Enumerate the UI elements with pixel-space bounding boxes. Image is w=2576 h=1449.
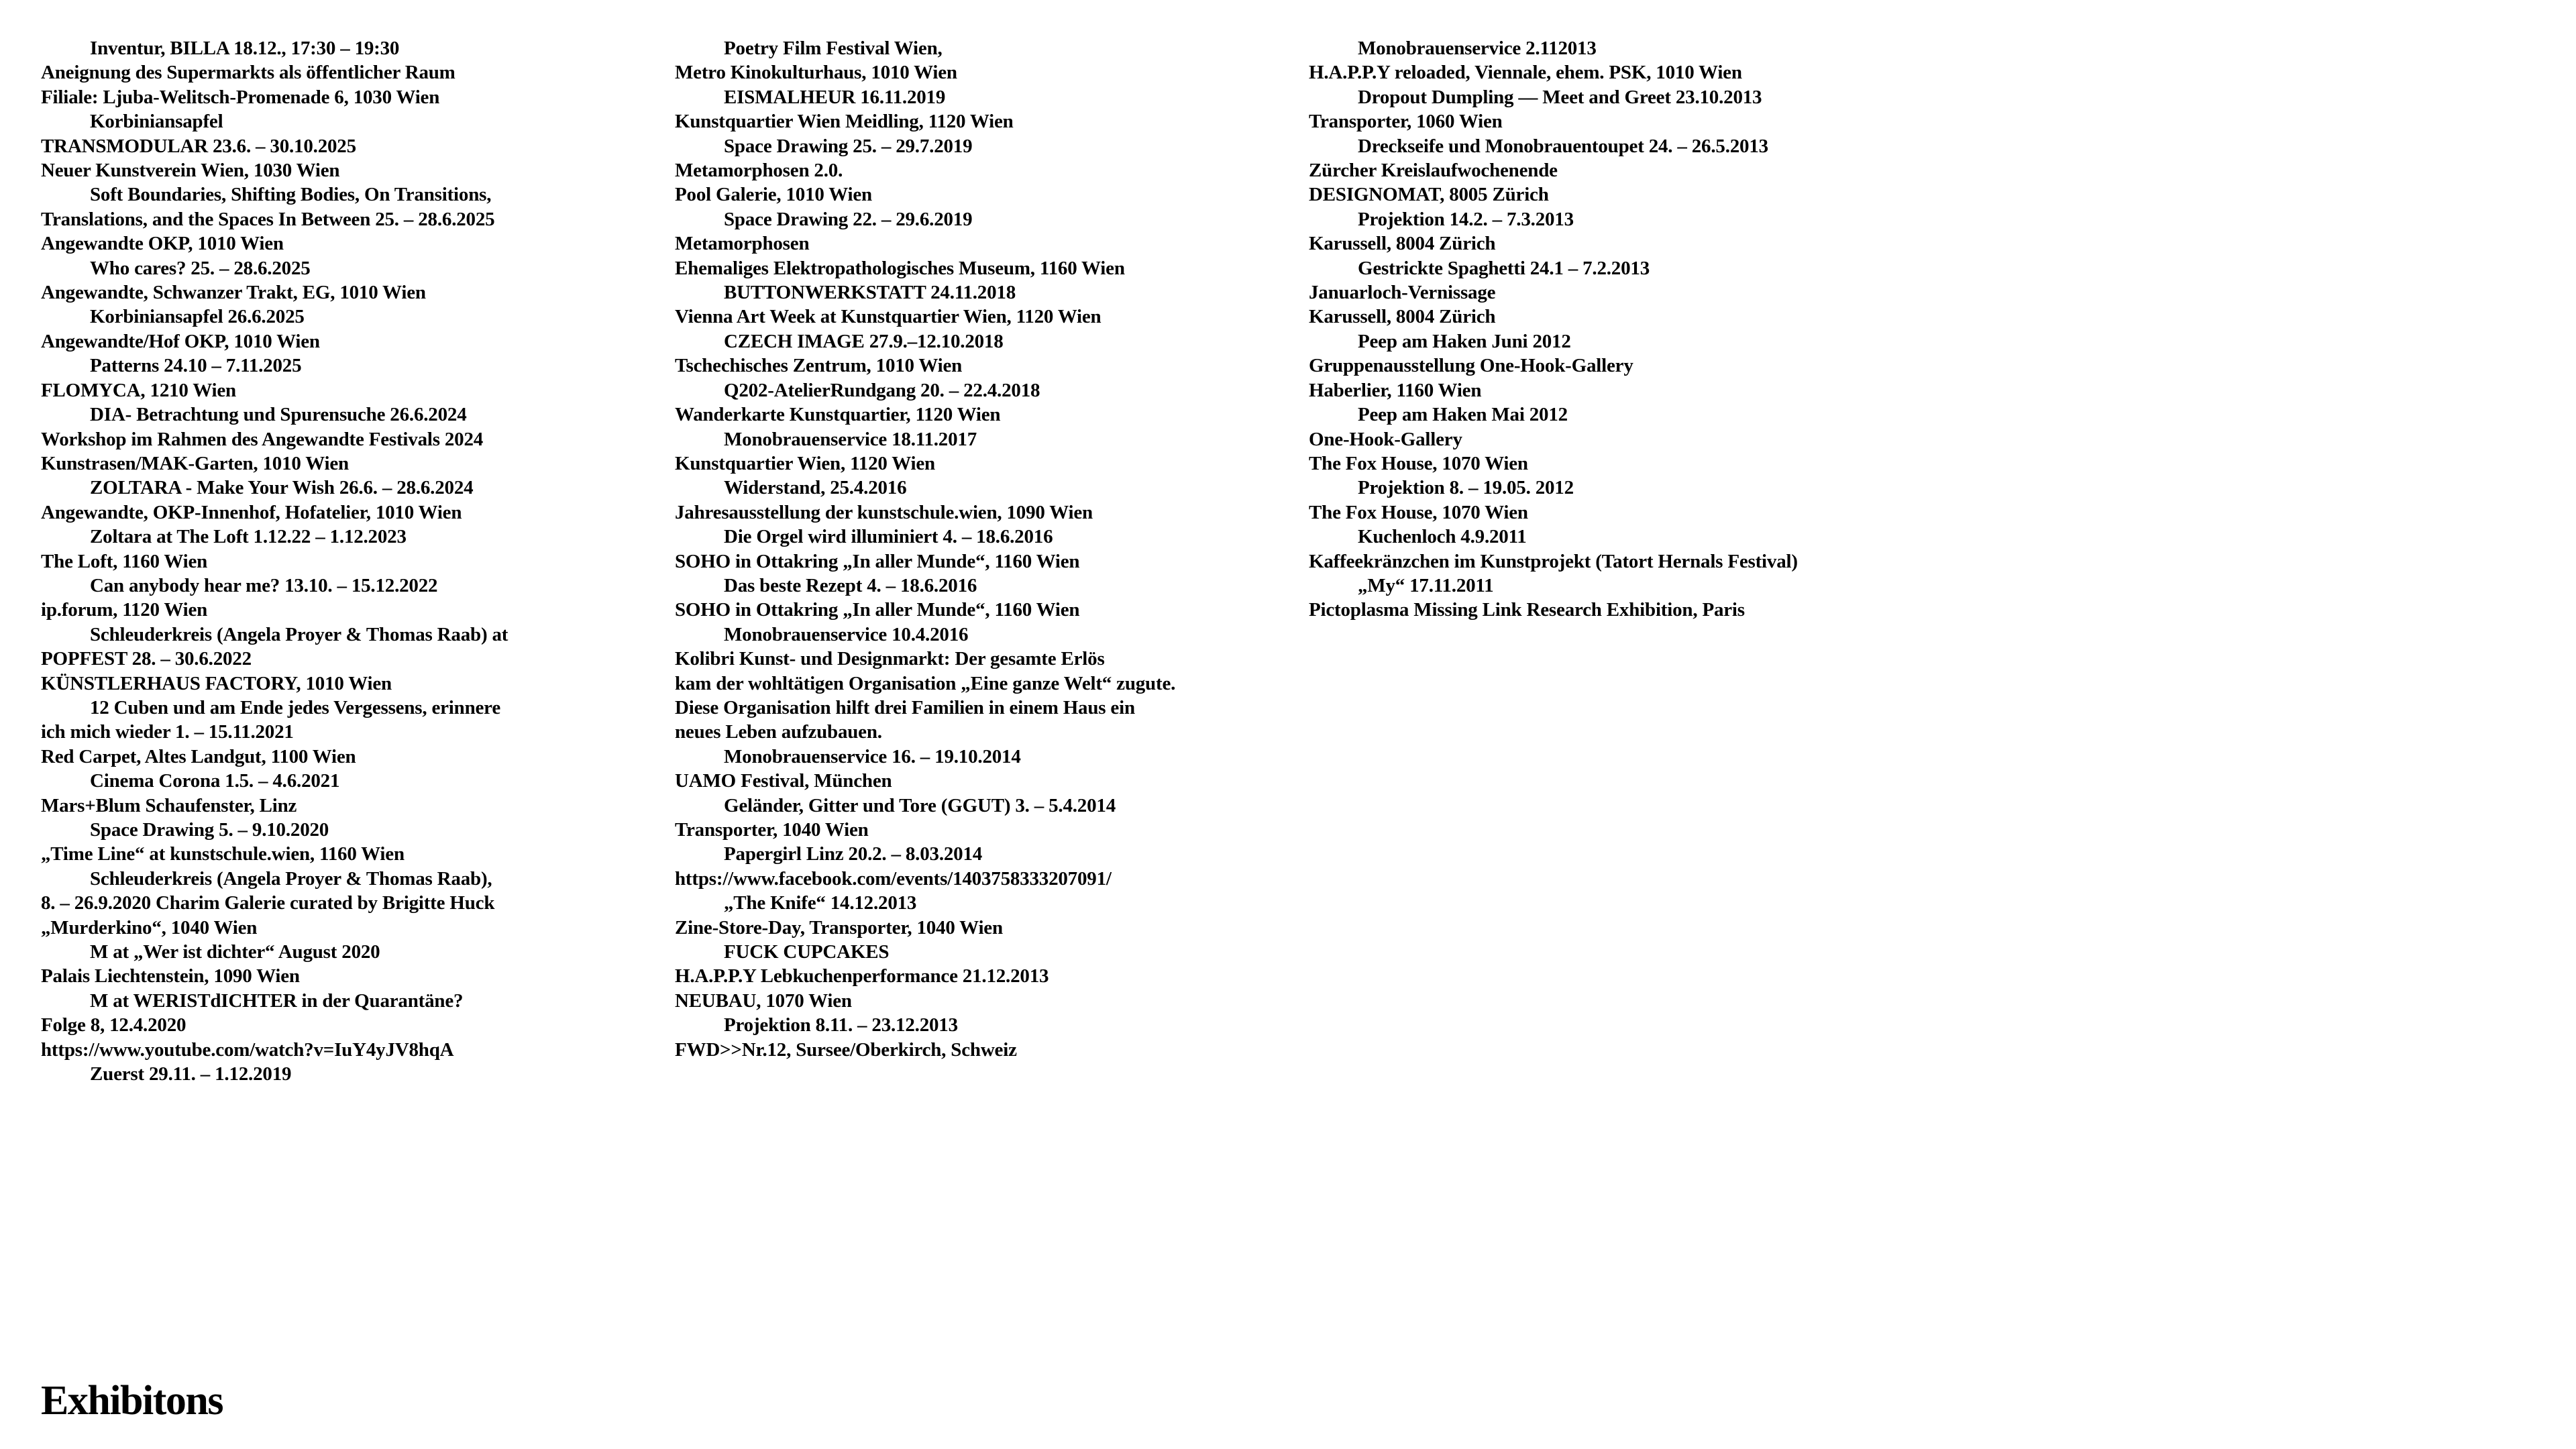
exhibition-title: Schleuderkreis (Angela Proyer & Thomas Raab) at [90,623,508,645]
exhibition-entry [1309,134,1943,207]
exhibitions-column-1 [41,36,675,1086]
exhibition-title: Inventur, BILLA 18.12., 17:30 – 19:30 [90,38,400,59]
exhibition-detail: Wanderkarte Kunstquartier, 1120 Wien [675,404,1001,426]
exhibition-entry [41,867,675,940]
exhibition-entry [675,1013,1309,1062]
exhibition-entry [41,402,675,476]
exhibition-title: Korbiniansapfel 26.6.2025 [90,306,305,328]
exhibition-entry [675,378,1309,427]
exhibition-detail: Transporter, 1060 Wien [1309,111,1503,133]
exhibition-detail: Filiale: Ljuba-Welitsch-Promenade 6, 1030 Wien [41,86,440,108]
exhibition-detail: H.A.P.P.Y reloaded, Viennale, ehem. PSK, 1010 Wien [1309,62,1742,84]
exhibition-entry [41,696,675,769]
exhibition-detail: Kaffeekränzchen im Kunstprojekt (Tatort Hernals Festival) [1309,550,1798,572]
exhibition-entry [41,182,675,256]
exhibition-detail: Vienna Art Week at Kunstquartier Wien, 1120 Wien [675,306,1102,328]
exhibition-entry [1309,525,1943,574]
exhibition-title: Die Orgel wird illuminiert 4. – 18.6.2016 [724,526,1053,548]
exhibition-entry [1309,256,1943,329]
exhibition-title: 12 Cuben und am Ende jedes Vergessens, erinnere [90,696,501,718]
exhibition-detail: TRANSMODULAR 23.6. – 30.10.2025 [41,135,356,157]
exhibition-entry [675,427,1309,476]
exhibition-detail: DESIGNOMAT, 8005 Zürich [1309,184,1549,206]
exhibition-detail: Metro Kinokulturhaus, 1010 Wien [675,62,957,84]
exhibition-title: Space Drawing 25. – 29.7.2019 [724,135,973,157]
exhibition-detail: Kolibri Kunst- und Designmarkt: Der gesamte Erlös [675,648,1105,670]
exhibition-detail: Aneignung des Supermarkts als öffentlicher Raum [41,62,455,84]
exhibition-entry [675,329,1309,378]
exhibition-detail: Pool Galerie, 1010 Wien [675,184,872,206]
exhibition-detail: kam der wohltätigen Organisation „Eine ganze Welt“ zugute. [675,672,1176,694]
exhibition-title: „My“ 17.11.2011 [1358,574,1494,596]
exhibition-detail: https://www.youtube.com/watch?v=IuY4yJV8hqA [41,1038,454,1061]
exhibition-title: Cinema Corona 1.5. – 4.6.2021 [90,770,340,792]
exhibition-title: Monobrauenservice 16. – 19.10.2014 [724,745,1021,767]
exhibition-detail: ich mich wieder 1. – 15.11.2021 [41,721,294,743]
exhibition-detail: Metamorphosen [675,233,810,255]
exhibition-detail: The Loft, 1160 Wien [41,550,208,572]
exhibition-entry [41,769,675,818]
exhibition-entry [675,134,1309,207]
exhibition-entry [41,989,675,1062]
exhibition-detail: 8. – 26.9.2020 Charim Galerie curated by Brigitte Huck [41,892,495,914]
exhibition-detail: The Fox House, 1070 Wien [1309,452,1528,474]
exhibition-title: Dropout Dumpling — Meet and Greet 23.10.2013 [1358,86,1762,108]
exhibition-detail: FWD>>Nr.12, Sursee/Oberkirch, Schweiz [675,1038,1017,1061]
exhibition-detail: Translations, and the Spaces In Between 25. – 28.6.2025 [41,208,495,230]
exhibition-detail: Ehemaliges Elektropathologisches Museum, 1160 Wien [675,257,1125,279]
exhibition-detail: neues Leben aufzubauen. [675,721,882,743]
exhibition-entry [675,36,1309,85]
exhibition-title: Gestrickte Spaghetti 24.1 – 7.2.2013 [1358,257,1650,279]
exhibition-entry [675,891,1309,940]
exhibition-detail: KÜNSTLERHAUS FACTORY, 1010 Wien [41,672,392,694]
exhibition-entry [675,623,1309,745]
exhibition-title: Space Drawing 5. – 9.10.2020 [90,819,329,841]
exhibition-entry [675,207,1309,280]
exhibition-entry [41,109,675,182]
exhibition-title: Korbiniansapfel [90,111,223,133]
exhibition-title: M at WERISTdICHTER in der Quarantäne? [90,989,464,1012]
exhibition-detail: Gruppenausstellung One-Hook-Gallery [1309,355,1633,377]
exhibition-detail: Kunstrasen/MAK-Garten, 1010 Wien [41,452,349,474]
exhibition-detail: Tschechisches Zentrum, 1010 Wien [675,355,963,377]
exhibition-detail: One-Hook-Gallery [1309,428,1462,450]
exhibition-detail: Metamorphosen 2.0. [675,160,843,182]
exhibition-title: Zuerst 29.11. – 1.12.2019 [90,1063,292,1085]
exhibition-entry [675,940,1309,1013]
exhibition-detail: FLOMYCA, 1210 Wien [41,379,236,401]
exhibition-detail: Angewandte, OKP-Innenhof, Hofatelier, 1010 Wien [41,501,462,523]
exhibition-detail: Angewandte OKP, 1010 Wien [41,233,284,255]
exhibition-detail: Pictoplasma Missing Link Research Exhibition, Paris [1309,599,1745,621]
exhibition-title: Soft Boundaries, Shifting Bodies, On Transitions, [90,184,492,206]
exhibition-detail: POPFEST 28. – 30.6.2022 [41,648,252,670]
exhibition-detail: „Murderkino“, 1040 Wien [41,916,258,938]
exhibition-detail: Neuer Kunstverein Wien, 1030 Wien [41,160,340,182]
exhibition-detail: „Time Line“ at kunstschule.wien, 1160 Wien [41,843,405,865]
exhibition-title: ZOLTARA - Make Your Wish 26.6. – 28.6.2024 [90,477,474,499]
exhibition-detail: Januarloch-Vernissage [1309,282,1496,304]
exhibitions-list [41,36,2536,1086]
exhibition-entry [675,745,1309,794]
exhibition-entry [1309,85,1943,134]
exhibition-detail: Workshop im Rahmen des Angewandte Festivals 2024 [41,428,484,450]
exhibition-detail: https://www.facebook.com/events/1403758333207091/ [675,867,1112,890]
exhibition-entry [41,574,675,623]
exhibition-entry [1309,36,1943,85]
exhibition-detail: Haberlier, 1160 Wien [1309,379,1482,401]
exhibition-entry [675,280,1309,329]
exhibition-entry [675,574,1309,623]
exhibition-detail: Kunstquartier Wien Meidling, 1120 Wien [675,111,1014,133]
exhibition-detail: Folge 8, 12.4.2020 [41,1014,186,1036]
exhibition-detail: Mars+Blum Schaufenster, Linz [41,794,297,816]
exhibition-entry [675,842,1309,891]
exhibition-title: Space Drawing 22. – 29.6.2019 [724,208,973,230]
exhibition-entry [1309,329,1943,402]
exhibition-detail: Kunstquartier Wien, 1120 Wien [675,452,935,474]
exhibition-detail: Zine-Store-Day, Transporter, 1040 Wien [675,916,1003,938]
exhibition-title: EISMALHEUR 16.11.2019 [724,86,946,108]
exhibition-title: „The Knife“ 14.12.2013 [724,892,917,914]
exhibition-detail: Red Carpet, Altes Landgut, 1100 Wien [41,745,356,767]
exhibition-entry [675,476,1309,525]
exhibition-entry [41,940,675,989]
exhibition-entry [41,305,675,354]
exhibition-title: FUCK CUPCAKES [724,941,890,963]
exhibition-title: Patterns 24.10 – 7.11.2025 [90,355,302,377]
exhibition-detail: Jahresausstellung der kunstschule.wien, 1090 Wien [675,501,1093,523]
exhibition-title: Schleuderkreis (Angela Proyer & Thomas Raab), [90,867,492,890]
exhibition-detail: Zürcher Kreislaufwochenende [1309,160,1558,182]
exhibition-entry [41,476,675,525]
exhibition-title: DIA- Betrachtung und Spurensuche 26.6.2024 [90,404,467,426]
exhibition-title: Geländer, Gitter und Tore (GGUT) 3. – 5.4.2014 [724,794,1116,816]
exhibition-entry [41,1062,675,1086]
exhibition-detail: SOHO in Ottakring „In aller Munde“, 1160 Wien [675,599,1080,621]
exhibition-detail: Palais Liechtenstein, 1090 Wien [41,965,300,987]
exhibition-detail: Transporter, 1040 Wien [675,819,869,841]
page-title: Exhibitons [41,1378,223,1424]
exhibition-entry [1309,402,1943,476]
exhibitions-column-3 [1309,36,1943,1086]
exhibition-title: Widerstand, 25.4.2016 [724,477,907,499]
exhibition-detail: NEUBAU, 1070 Wien [675,989,852,1012]
exhibition-entry [1309,207,1943,256]
exhibition-detail: Angewandte, Schwanzer Trakt, EG, 1010 Wien [41,282,426,304]
exhibition-detail: UAMO Festival, München [675,770,892,792]
exhibition-title: Projektion 8.11. – 23.12.2013 [724,1014,958,1036]
exhibition-title: Projektion 14.2. – 7.3.2013 [1358,208,1574,230]
exhibition-title: Zoltara at The Loft 1.12.22 – 1.12.2023 [90,526,407,548]
exhibition-detail: Angewandte/Hof OKP, 1010 Wien [41,330,320,352]
exhibition-detail: H.A.P.P.Y Lebkuchenperformance 21.12.2013 [675,965,1049,987]
exhibition-detail: Diese Organisation hilft drei Familien in einem Haus ein [675,696,1135,718]
exhibition-entry [41,623,675,696]
exhibition-title: CZECH IMAGE 27.9.–12.10.2018 [724,330,1004,352]
exhibition-title: Peep am Haken Mai 2012 [1358,404,1568,426]
exhibition-entry [675,85,1309,134]
exhibition-title: Papergirl Linz 20.2. – 8.03.2014 [724,843,983,865]
exhibition-title: M at „Wer ist dichter“ August 2020 [90,941,380,963]
exhibition-title: Projektion 8. – 19.05. 2012 [1358,477,1574,499]
exhibition-title: BUTTONWERKSTATT 24.11.2018 [724,282,1016,304]
exhibition-title: Monobrauenservice 2.112013 [1358,38,1597,59]
exhibition-title: Poetry Film Festival Wien, [724,38,943,59]
exhibition-title: Kuchenloch 4.9.2011 [1358,526,1527,548]
exhibition-title: Who cares? 25. – 28.6.2025 [90,257,311,279]
exhibition-title: Das beste Rezept 4. – 18.6.2016 [724,574,977,596]
exhibition-title: Q202-AtelierRundgang 20. – 22.4.2018 [724,379,1040,401]
exhibition-entry [41,818,675,867]
exhibition-detail: Karussell, 8004 Zürich [1309,233,1496,255]
exhibition-entry [41,36,675,109]
exhibition-entry [675,794,1309,843]
exhibition-title: Peep am Haken Juni 2012 [1358,330,1571,352]
exhibition-detail: SOHO in Ottakring „In aller Munde“, 1160 Wien [675,550,1080,572]
exhibition-entry [1309,476,1943,525]
exhibition-entry [675,525,1309,574]
exhibition-entry [41,256,675,305]
exhibition-entry [1309,574,1943,623]
exhibition-entry [41,525,675,574]
exhibition-title: Dreckseife und Monobrauentoupet 24. – 26.5.2013 [1358,135,1768,157]
exhibition-title: Monobrauenservice 18.11.2017 [724,428,977,450]
exhibition-detail: Karussell, 8004 Zürich [1309,306,1496,328]
exhibition-detail: ip.forum, 1120 Wien [41,599,208,621]
exhibition-entry [41,354,675,402]
exhibitions-column-2 [675,36,1309,1086]
exhibition-title: Can anybody hear me? 13.10. – 15.12.2022 [90,574,438,596]
exhibition-title: Monobrauenservice 10.4.2016 [724,623,969,645]
exhibition-detail: The Fox House, 1070 Wien [1309,501,1528,523]
